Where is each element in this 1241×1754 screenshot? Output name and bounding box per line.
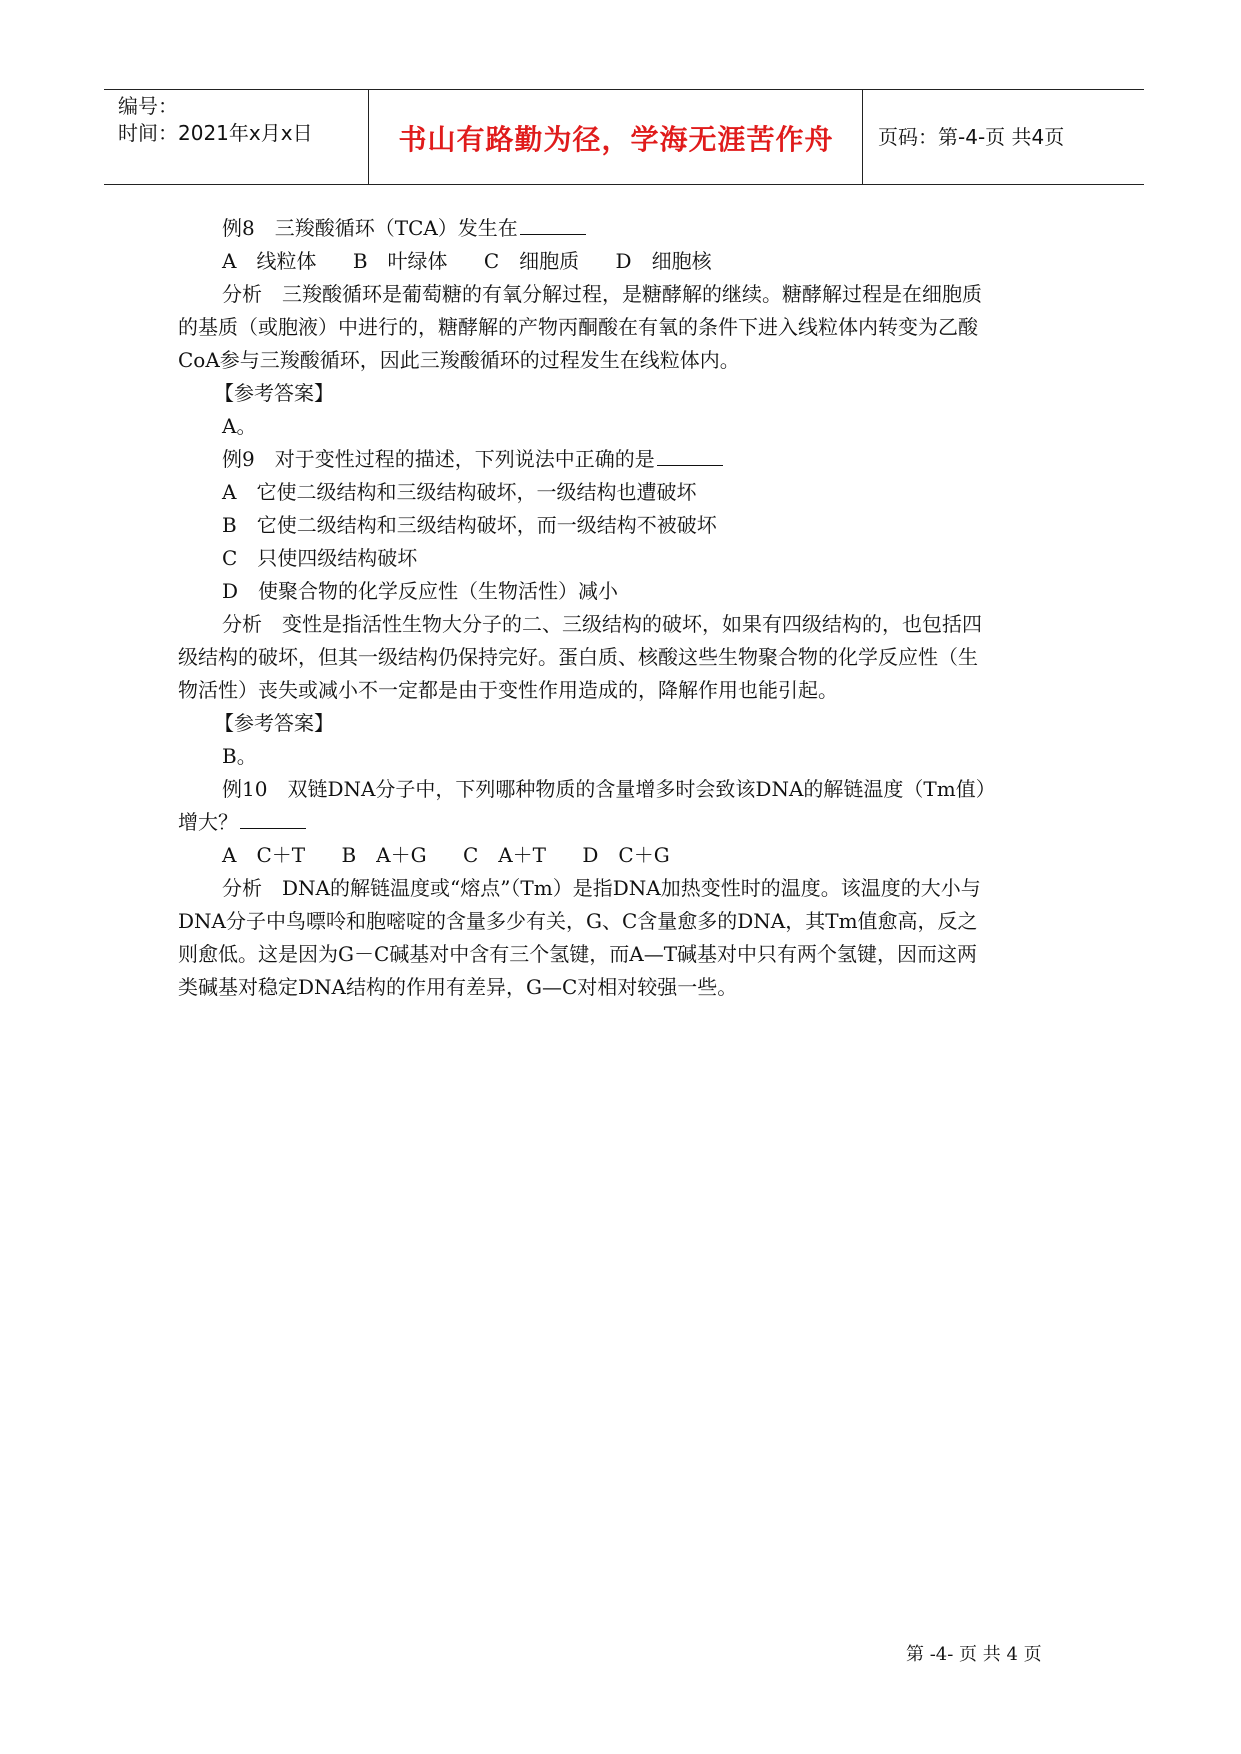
question-line [178, 443, 1078, 476]
header-code-label: 编号： [118, 94, 178, 118]
analysis-line: 分析 DNA的解链温度或“熔点”（Tm）是指DNA加热变性时的温度。该温度的大小与 [222, 876, 981, 900]
header-info-cell [104, 90, 368, 184]
options-line [178, 839, 1078, 872]
document-header [104, 89, 1144, 185]
option-c: C 只使四级结构破坏 [222, 546, 418, 570]
page-footer: 第 -4- 页 共 4 页 [906, 1644, 1042, 1665]
header-page-cell [864, 90, 1144, 184]
option-c: C A＋T [462, 843, 547, 867]
option-b: B A＋G [341, 843, 427, 867]
analysis-line: CoA参与三羧酸循环，因此三羧酸循环的过程发生在线粒体内。 [178, 348, 740, 372]
analysis-line: 类碱基对稳定DNA结构的作用有差异，G—C对相对较强一些。 [178, 975, 738, 999]
header-time-label: 时间：2021年x月x日 [118, 121, 313, 145]
option-d: D C＋G [582, 843, 670, 867]
question-line [178, 212, 1078, 245]
header-page-label: 页码：第-4-页 共4页 [878, 125, 1065, 149]
question-text: 增大？ [178, 810, 238, 834]
option-a: A C＋T [222, 843, 306, 867]
option-d: D 使聚合物的化学反应性（生物活性）减小 [222, 579, 619, 603]
analysis-line: 级结构的破坏，但其一级结构仍保持完好。蛋白质、核酸这些生物聚合物的化学反应性（生 [178, 645, 978, 669]
question-text: 例9 对于变性过程的描述，下列说法中正确的是 [222, 447, 655, 471]
analysis-line: 物活性）丧失或减小不一定都是由于变性作用造成的，降解作用也能引起。 [178, 678, 838, 702]
analysis-line: 的基质（或胞液）中进行的，糖酵解的产物丙酮酸在有氧的条件下进入线粒体内转变为乙酸 [178, 315, 978, 339]
analysis-line: DNA分子中鸟嘌呤和胞嘧啶的含量多少有关，G、C含量愈多的DNA，其Tm值愈高，反之 [178, 909, 978, 933]
header-motto-cell [370, 90, 862, 184]
answer-text: B。 [222, 744, 257, 768]
analysis-line: 分析 变性是指活性生物大分子的二、三级结构的破坏，如果有四级结构的，也包括四 [222, 612, 982, 636]
header-divider [862, 90, 863, 184]
analysis-line: 分析 三羧酸循环是葡萄糖的有氧分解过程，是糖酵解的继续。糖酵解过程是在细胞质 [222, 282, 982, 306]
option-b: B 叶绿体 [352, 249, 448, 273]
question-line: 例10 双链DNA分子中，下列哪种物质的含量增多时会致该DNA的解链温度（Tm值） [222, 777, 996, 801]
answer-blank [240, 808, 306, 829]
option-b: B 它使二级结构和三级结构破坏，而一级结构不被破坏 [222, 513, 717, 537]
question-text: 例8 三羧酸循环（TCA）发生在 [222, 216, 518, 240]
options-line [178, 245, 1078, 278]
option-a: A 线粒体 [222, 249, 317, 273]
header-divider [368, 90, 369, 184]
answer-text: A。 [222, 414, 257, 438]
analysis-line: 则愈低。这是因为G－C碱基对中含有三个氢键，而A—T碱基对中只有两个氢键，因而这两 [178, 942, 978, 966]
answer-heading: 【参考答案】 [214, 381, 334, 405]
option-a: A 它使二级结构和三级结构破坏，一级结构也遭破坏 [222, 480, 697, 504]
answer-heading: 【参考答案】 [214, 711, 334, 735]
question-line [178, 806, 1078, 839]
document-body [178, 212, 1078, 1004]
option-d: D 细胞核 [615, 249, 712, 273]
option-c: C 细胞质 [483, 249, 580, 273]
answer-blank [657, 445, 723, 466]
answer-blank [520, 214, 586, 235]
header-motto: 书山有路勤为径，学海无涯苦作舟 [398, 123, 834, 156]
